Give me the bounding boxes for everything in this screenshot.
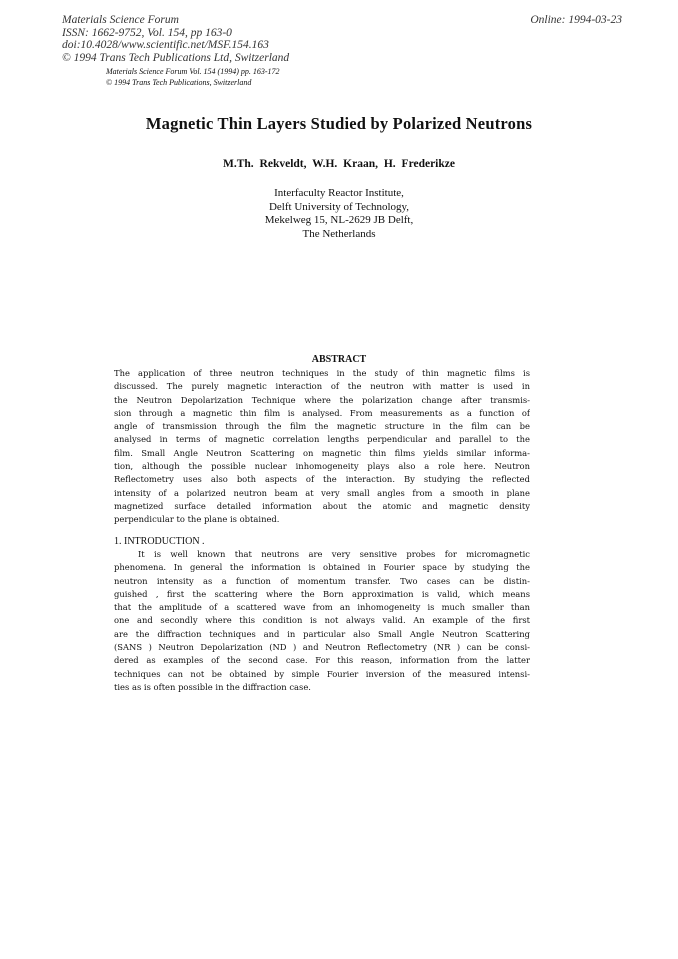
introduction-line: It is well known that neutrons are very sensitive probes for micromagnetic: [138, 549, 530, 559]
introduction-line: phenomena. In general the information is obtained in Fourier space by studying the: [114, 562, 530, 573]
abstract-line: angle of transmission through the film the magnetic structure in the film can be: [114, 421, 530, 432]
header-line: Materials Science Forum: [62, 14, 179, 26]
introduction-line: one and secondly where this condition is not always valid. An example of the first: [114, 615, 530, 626]
introduction-line: that the amplitude of a scattered wave from an inhomogeneity is much smaller than: [114, 602, 530, 613]
journal-citation: Materials Science Forum Vol. 154 (1994) pp. 163-172: [106, 67, 280, 76]
abstract-line: discussed. The purely magnetic interaction of the neutron with matter is used in: [114, 381, 530, 392]
online-date: Online: 1994-03-23: [530, 14, 622, 26]
header-line: © 1994 Trans Tech Publications Ltd, Switzerland: [62, 51, 290, 64]
abstract-line: Reflectometry uses also both aspects of the interaction. By studying the reflected: [114, 474, 530, 485]
abstract-body: [114, 367, 530, 527]
journal-copyright: © 1994 Trans Tech Publications, Switzerland: [106, 77, 252, 87]
introduction-line: ties as is often possible in the diffraction case.: [114, 681, 311, 692]
affiliation-line: Delft University of Technology,: [268, 200, 410, 213]
abstract-line: the Neutron Depolarization Technique where the polarization change after transmis-: [114, 394, 530, 405]
abstract-line: sion through a magnetic thin film is analysed. From measurements as a function of: [114, 407, 530, 418]
section-heading-introduction: 1. INTRODUCTION .: [114, 536, 205, 547]
header-metadata: [62, 14, 289, 64]
introduction-line: are the diffraction techniques and in particular also Small Angle Neutron Scattering: [114, 628, 530, 639]
header-line: doi:10.4028/www.scientific.net/MSF.154.163: [62, 39, 269, 52]
introduction-body: [114, 548, 530, 694]
affiliation-line: Mekelweg 15, NL-2629 JB Delft,: [264, 214, 414, 226]
affiliation: [0, 187, 678, 241]
abstract-line: film. Small Angle Neutron Scattering on magnetic thin films yields similar informa-: [114, 447, 530, 458]
abstract-line: tion, although the possible nuclear inhomogeneity plays also a role here. Neutron: [114, 461, 530, 472]
abstract-heading: ABSTRACT: [311, 354, 367, 365]
introduction-line: neutron intensity as a function of momentum transfer. Two cases can be distin-: [114, 575, 530, 586]
abstract-line: The application of three neutron techniques in the study of thin magnetic films is: [114, 368, 530, 378]
introduction-line: techniques can not be obtained by simple Fourier inversion of the measured intensi-: [114, 668, 530, 679]
affiliation-line: The Netherlands: [302, 227, 376, 240]
introduction-line: dered as examples of the second case. For this reason, information from the latter: [114, 655, 530, 666]
abstract-line: magnetized surface detailed information about the atomic and magnetic density: [114, 500, 530, 511]
header-line: ISSN: 1662-9752, Vol. 154, pp 163-0: [62, 26, 232, 39]
introduction-line: guished , first the scattering where the Born approximation is valid, which means: [114, 588, 530, 599]
affiliation-line: Interfaculty Reactor Institute,: [274, 187, 404, 199]
abstract-line: analysed in terms of magnetic correlation lengths perpendicular and parallel to the: [114, 434, 530, 445]
journal-citation-block: [106, 67, 280, 88]
abstract-line: perpendicular to the plane is obtained.: [114, 514, 280, 525]
paper-title: Magnetic Thin Layers Studied by Polarized Neutrons: [145, 114, 533, 133]
paper-authors: M.Th. Rekveldt, W.H. Kraan, H. Frederikze: [222, 158, 455, 170]
introduction-line: (SANS ) Neutron Depolarization (ND ) and Neutron Reflectometry (NR ) can be consi-: [114, 642, 530, 653]
abstract-line: intensity of a polarized neutron beam at very small angles from a smooth in plane: [114, 487, 530, 498]
